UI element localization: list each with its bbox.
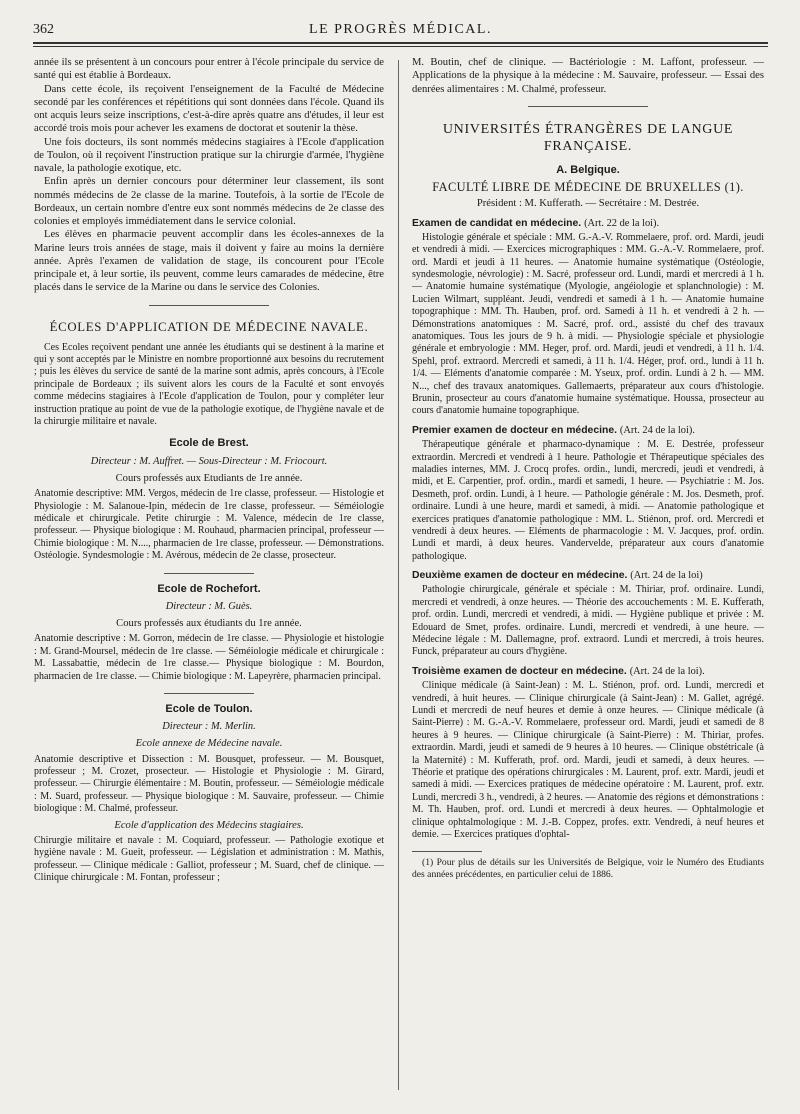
exam-troisieme-heading (412, 665, 764, 678)
exam-title: Examen de candidat en médecine. (412, 217, 582, 229)
section-title-naval: ÉCOLES D'APPLICATION DE MÉDECINE NAVALE. (49, 319, 369, 334)
toulon-annex-title: Ecole annexe de Médecine navale. (135, 738, 283, 750)
exam-article: (Art. 22 de la loi). (584, 217, 660, 229)
brest-direction: Directeur : M. Auffret. — Sous-Directeur : M. Friocourt. (90, 455, 328, 467)
section-divider (149, 305, 269, 306)
running-title: LE PROGRÈS MÉDICAL. (309, 22, 492, 37)
heading-toulon: Ecole de Toulon. (165, 702, 253, 715)
page-number: 362 (33, 22, 54, 37)
continued-text: M. Boutin, chef de clinique. — Bactériologie : M. Laffont, professeur. — Applications de la physique à la médecine : M. Sauvaire, professeur. — Essai des denrées alimentaires : M. Chalmé, professeur. (412, 57, 764, 95)
toulon-annex-courses: Anatomie descriptive et Dissection : M. Bousquet, professeur. — M. Bousquet, professeur ; M. Crozet, prosecteur. — Histologie et Physiologie : M. Girard, professeur. — Chirurgie élémentaire : M. Boutin, professeur. — Séméiologie médicale : M. Suard, professeur. — Physique biologique : M. Sauvaire, professeur. — Chimie biologique : M. Chalmé, professeur. (34, 753, 384, 815)
rochefort-direction: Directeur : M. Guès. (165, 600, 253, 612)
left-column (34, 56, 384, 885)
rochefort-courses: Anatomie descriptive : M. Gorron, médecin de 1re classe. — Physiologie et histologie : M. Grand-Moursel, médecin de 1re classe. — Séméiologie médicale et chirurgicale : M. Lassabattie, médecin de 1re classe.— Physique biologique : M. Bourdon, pharmacien de 1re classe. — Chimie biologique : M. Lapeyrère, pharmacien principal. (34, 633, 384, 682)
divider (164, 693, 254, 694)
exam-title: Premier examen de docteur en médecine. (412, 424, 618, 436)
brest-courses-note: Cours professés aux Etudiants de 1re année. (115, 472, 303, 484)
heading-brest: Ecole de Brest. (169, 437, 249, 450)
exam-title: Deuxième examen de docteur en médecine. (412, 570, 628, 582)
toulon-application-title: Ecole d'application des Médecins stagiaires. (114, 819, 304, 831)
rochefort-courses-note: Cours professés aux étudiants du 1re année. (116, 618, 302, 630)
exam-candidat-courses: Histologie générale et spéciale : MM. G.-A.-V. Rommelaere, prof. ord. Mardi, jeudi et vendredi à midi. — Exercices micrographiques : MM. G.-A.-V. Rommelaere, prof. ord. Mardi et jeudi à 11 heures. — Anatomie humaine systématique (Ostéologie, syndesmologie, névrologie) : M. Sacré, professeur ord. Lundi, mardi et mercredi à 1 h. — Anatomie humaine systématique (Myologie, angéiologie et splanchnologie) : M. Lucien Wilmart, suppléant. Jeudi, vendredi et samedi à 1 h. — Anatomie humaine topographique : MM. Th. Hauben, prof. ord. Samedi à 11 h. et vendredi à 2 h. — Démonstrations anatomiques : M. Sacré, prof. ord., assisté du chef des travaux anatomiques. Tous les jours de 9 h. à midi. — Physiologie spéciale et physiologie générale et embryologie : MM. Heger, prof. ord. Mardi, jeudi et vendredi, à 11 h. 1/4. Spehl, prof. extraord. Mercredi et samedi, à 11 h. 1/4. Héger, prof. ord., lundi à 11 h. 1/4. — Eléments d'anatomie comparée : M. Yseux, prof. ordin. Lundi à 2 h. — MM. N..., chef des travaux anatomiques. Gallemaerts, préparateur aux cours d'histologie. Brunin, prosecteur au cours d'anatomie humaine systématique. Houssa, prosecteur au cours d'anatomie humaine topographique. (412, 231, 764, 417)
paragraph: Dans cette école, ils reçoivent l'enseignement de la Faculté de Médecine secondé par les conférences et répétitions qui sont données dans l'école. Quand ils ont acquis leurs seize inscriptions, c'est-à-dire après quatre ans d'études, il leur est accordé trois mois pour achever les examens de doctorat et soutenir la thèse. (34, 83, 384, 135)
footnote-rule (412, 851, 482, 852)
exam-article: (Art. 24 de la loi) (630, 570, 703, 582)
exam-troisieme-courses: Clinique médicale (à Saint-Jean) : M. L. Stiénon, prof. ord. Lundi, mercredi et vendredi, à huit heures. — Clinique chirurgicale (à Saint-Jean) : M. Gallet, agrégé. Lundi et mercredi de neuf heures et demie à onze heures. — Clinique médicale (à Saint-Pierre) : M. G.-A.-V. Rommelaere, professeur ord. Mardi, jeudi et samedi de 8 heures à 9 heures. — Clinique chirurgicale (à Saint-Pierre) : M. Thiriar, profes. extraordin. Mardi, jeudi et samedi de 9 heures à 10 heures. — Clinique obstétricale (à la Maternité) : M. Kufferath, prof. ord. Mardi, jeudi et samedi, à deux heures. — Théorie et pratique des opérations chirurgicales : M. Laurent, prof. extr. Mardi, jeudi et samedi à midi. — Exercices pratiques de médecine opératoire : M. Laurent, prof. extr. Lundi, mercredi 3 h., vendredi, à 2 heures. — Anatomie des régions et démonstrations : M. Th. Hauben, prof. ord. Lundi et mercredi à deux heures. — Ophtalmologie et clinique ophtalmologique : M. J.-B. Coppez, profes. extr. Vendredi, à neuf heures et demie. — Exercices pratiques d'ophtal- (412, 680, 764, 840)
exam-candidat-heading (412, 217, 764, 230)
right-column (412, 56, 764, 881)
section-divider (528, 106, 648, 107)
section-intro: Ces Ecoles reçoivent pendant une année les étudiants qui se destinent à la marine et qui y sont acceptés par le Ministre en nombre proportionné aux besoins du recrutement ; puis les élèves du service de santé de la marine sont admis, après concours, à l'Ecole principale de Bordeaux ; ils suivent alors les cours de la Faculté et sont envoyés comme médecins stagiaires à l'Ecole d'application de Toulon, pour y compléter leur instruction pratique au point de vue de la pathologie exotique, de l'hygiène navale et de la chirurgie militaire et navale. (34, 341, 384, 427)
paragraph: Enfin après un dernier concours pour déterminer leur classement, ils sont nommés médecins de 2e classe de la marine. Toutefois, à la sortie de l'Ecole de Bordeaux, un certain nombre d'entre eux sont nommés médecins de 2e classe des colonies et employés immédiatement dans le service colonial. (34, 176, 384, 227)
country-heading: A. Belgique. (556, 163, 620, 176)
page-header (33, 22, 768, 42)
exam-premier-heading (412, 424, 764, 437)
column-divider (398, 60, 399, 1090)
exam-deuxieme-heading (412, 569, 764, 582)
paragraph: Les élèves en pharmacie peuvent accomplir dans les écoles-annexes de la Marine leurs trois années de stage, mais il doivent y faire au moins la dernière année. Après l'examen de validation de stage, ils concourent pour l'Ecole principale et, à leur sortie, ils peuvent, comme leurs camarades de médecine, être placés dans le service de la Marine ou dans le service des Colonies. (34, 229, 384, 294)
divider (164, 573, 254, 574)
footnote: (1) Pour plus de détails sur les Universités de Belgique, voir le Numéro des Etudiants des années précédentes, en particulier celui de 1886. (412, 857, 764, 880)
brest-courses: Anatomie descriptive: MM. Vergos, médecin de 1re classe, professeur. — Histologie et Physiologie : M. Salanoue-Ipin, médecin de 1re classe, professeur. — Séméiologie médicale et chirurgicale. Petite chirurgie : M. Valence, médecin de 1re classe, professeur. — Physique biologique : M. Rouhaud, pharmacien principal, professeur — Chimie biologique : M. N...., pharmacien de 1re classe, professeur. — Démonstrations. Ostéologie. Syndesmologie : M. Avérous, médecin de 2e classe, prosecteur. (34, 488, 384, 562)
exam-deuxieme-courses: Pathologie chirurgicale, générale et spéciale : M. Thiriar, prof. ordinaire. Lundi, mercredi et vendredi, à onze heures. — Théorie des accouchements : M. E. Kufferath, prof. ordin. Lundi, mercredi et vendredi, à midi. — Hygiène publique et privée : M. Edouard de Smet, profes. ordinaire. Lundi, mercredi et vendredi, à une heure. — Médecine légale : M. Dallemagne, prof. extraord. Lundi et mercredi, à trois heures. Funck, préparateur au cours d'hygiène. (412, 584, 764, 658)
paragraph: année ils se présentent à un concours pour entrer à l'école principale du service de santé qui est établie à Bordeaux. (34, 57, 384, 82)
exam-premier-courses: Thérapeutique générale et pharmaco-dynamique : M. E. Destrée, professeur extraordin. Mercredi et vendredi à 1 heure. Pathologie et Thérapeutique spéciales des maladies internes, MM. J. Crocq profes. ordin., lundi, mercredi, jeudi et vendredi, à midi, et E. Carpentier, prof. ordin., mardi et samedi, 1 heure. — Psychiatrie : M. Jos. Desmeth, prof. ordin. Lundi, à 1 heure. — Pathologie générale : M. Jos. Desmeth, prof. ordinaire. Lundi à une heure, mardi et samedi, à midi. — Anatomie pathologique et exercices pratiques d'anatomie pathologique : MM. L. Stiénon, prof. ord. Mercredi et vendredi à deux heures. — Eléments de pharmacologie : M. V. Jacques, prof. ordin. Lundi et mardi, à deux heures. Vandervelde, préparateur aux cours d'anatomie pathologique. (412, 439, 764, 562)
faculty-officers: Président : M. Kufferath. — Secrétaire : M. Destrée. (476, 198, 700, 210)
paragraph: Une fois docteurs, ils sont nommés médecins stagiaires à l'Ecole d'application de Toulon, où il reçoivent l'instruction pratique sur la chirurgie d'armée, l'hygiène navale, la pathologie exotique, etc. (34, 136, 384, 174)
toulon-direction: Directeur : M. Merlin. (162, 721, 256, 733)
exam-title: Troisième examen de docteur en médecine. (412, 665, 627, 677)
header-rule (33, 42, 768, 44)
faculty-heading: FACULTÉ LIBRE DE MÉDECINE DE BRUXELLES (1). (432, 180, 744, 194)
header-rule-thin (33, 46, 768, 47)
heading-rochefort: Ecole de Rochefort. (157, 582, 261, 595)
exam-article: (Art. 24 de la loi). (629, 665, 705, 677)
section-title-universities: UNIVERSITÉS ÉTRANGÈRES DE LANGUE FRANÇAISE. (442, 121, 734, 154)
toulon-application-courses: Chirurgie militaire et navale : M. Coquiard, professeur. — Pathologie exotique et hygiène navale : M. Gueit, professeur. — Législation et administration : M. Mathis, professeur. — Clinique médicale : Galliot, professeur ; M. Suard, chef de clinique. — Clinique chirurgicale : M. Fontan, professeur ; (34, 834, 384, 884)
exam-article: (Art. 24 de la loi). (619, 424, 695, 436)
